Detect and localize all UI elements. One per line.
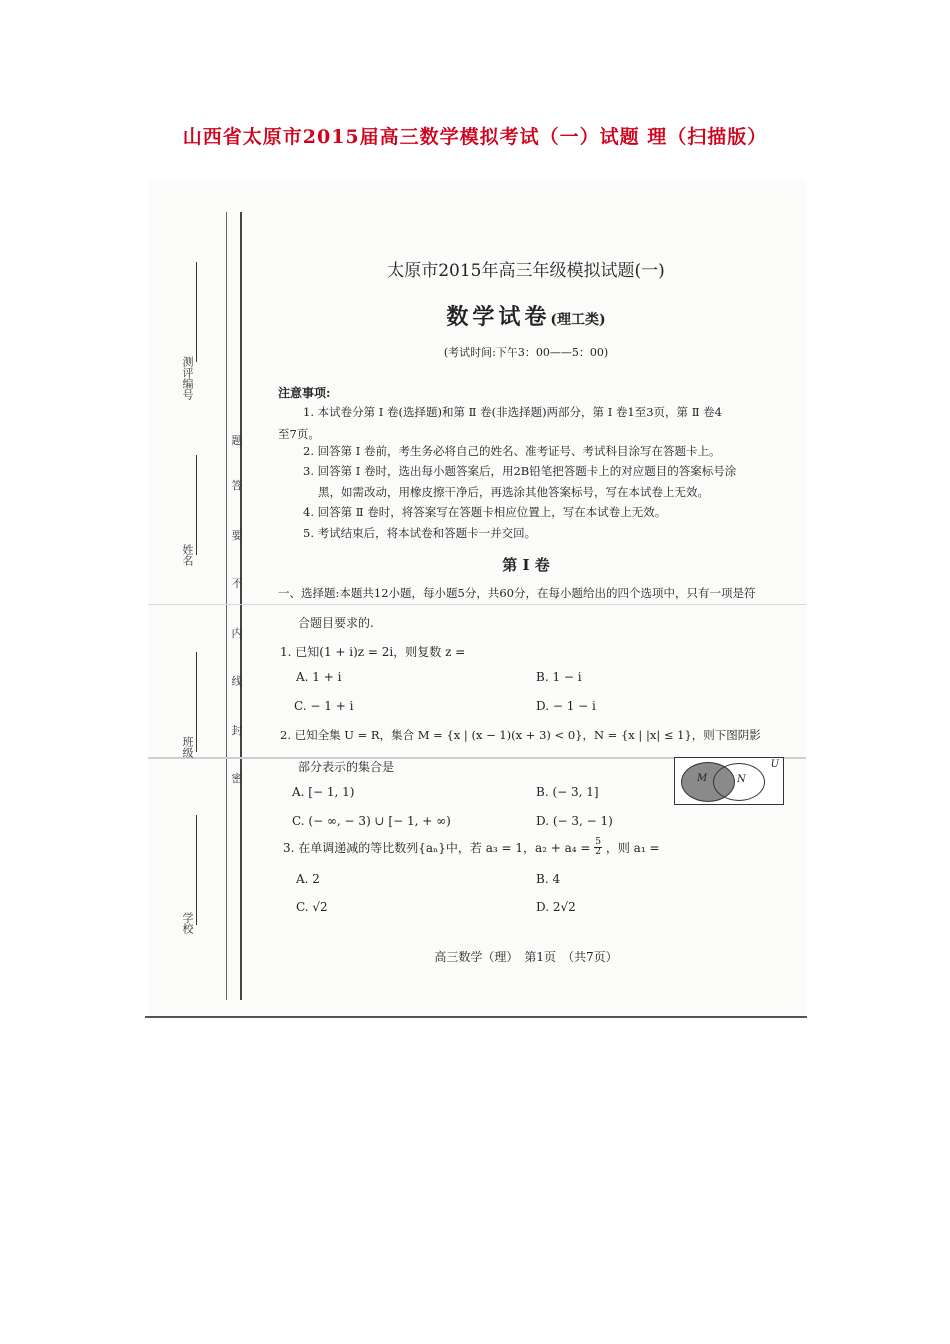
binding-blank (196, 455, 197, 555)
option: A. 2 (296, 872, 320, 886)
option: B. 1 − i (536, 670, 582, 684)
exam-subject (250, 300, 802, 331)
fraction-denominator: 2 (595, 847, 602, 857)
scan-bottom-edge (145, 1016, 807, 1018)
note-item: 4. 回答第 Ⅱ 卷时，将答案写在答题卡相应位置上，写在本试卷上无效。 (303, 505, 667, 519)
note-item: 5. 考试结束后，将本试卷和答题卡一并交回。 (303, 526, 537, 540)
section-title: 第 Ⅰ 卷 (502, 556, 550, 574)
option: C. √2 (296, 900, 328, 914)
stem-part: 3. 在单调递减的等比数列{aₙ}中，若 a₃ = 1，a₂ + a₄ = (283, 841, 591, 855)
option: B. 4 (536, 872, 561, 886)
seal-char: 不 (231, 577, 243, 590)
seal-char: 线 (231, 675, 243, 688)
binding-line-right (240, 212, 242, 1000)
binding-line-left (226, 212, 227, 1000)
page-title: 山西省太原市2015届高三数学模拟考试（一）试题 理（扫描版） (182, 126, 768, 148)
note-item: 黑，如需改动，用橡皮擦干净后，再选涂其他答案标号，写在本试卷上无效。 (318, 485, 709, 499)
venn-universe-label: U (770, 759, 779, 770)
seal-char: 题 (231, 434, 243, 447)
exam-time: (考试时间:下午3：00——5：00) (443, 346, 609, 359)
option: B. (− 3, 1] (536, 785, 599, 799)
venn-label-m: M (697, 773, 708, 784)
seal-char: 要 (231, 529, 243, 542)
note-item: 2. 回答第 Ⅰ 卷前，考生务必将自己的姓名、准考证号、考试科目涂写在答题卡上。 (303, 444, 721, 458)
binding-blank (196, 652, 197, 752)
seal-char: 密 (231, 772, 243, 785)
option: D. − 1 − i (536, 699, 596, 713)
binding-label-id: 测评编号 (181, 356, 194, 400)
section-instruction: 一、选择题:本题共12小题，每小题5分，共60分，在每小题给出的四个选项中，只有一项是符 (278, 586, 756, 600)
fold-line (148, 604, 806, 605)
fraction (594, 838, 602, 857)
option: D. 2√2 (536, 900, 576, 914)
seal-char: 答 (231, 479, 243, 492)
binding-label-school: 学校 (181, 912, 194, 934)
question-stem: 2. 已知全集 U = R，集合 M = {x | (x − 1)(x + 3) < 0}，N = {x | |x| ≤ 1}，则下图阴影 (280, 728, 761, 742)
question-stem: 部分表示的集合是 (298, 760, 395, 774)
option: C. − 1 + i (294, 699, 354, 713)
question-stem (283, 838, 660, 857)
subject-name: 数学试卷 (446, 304, 551, 330)
binding-blank (196, 815, 197, 925)
question-stem: 1. 已知(1 + i)z = 2i，则复数 z = (280, 645, 466, 659)
notes-heading: 注意事项: (278, 386, 331, 400)
option: A. [− 1, 1) (292, 785, 355, 799)
binding-blank (196, 262, 197, 362)
note-item: 3. 回答第 Ⅰ 卷时，选出每小题答案后，用2B铅笔把答题卡上的对应题目的答案标号涂 (303, 464, 737, 478)
binding-label-name: 姓名 (181, 544, 194, 566)
option: C. (− ∞, − 3) ∪ [− 1, + ∞) (292, 814, 451, 828)
option: A. 1 + i (296, 670, 342, 684)
note-item: 1. 本试卷分第 Ⅰ 卷(选择题)和第 Ⅱ 卷(非选择题)两部分，第 Ⅰ 卷1至3页，第 Ⅱ 卷4 (303, 405, 722, 419)
binding-label-class: 班级 (181, 736, 194, 758)
venn-label-n: N (737, 774, 746, 785)
section-instruction: 合题目要求的. (298, 616, 374, 630)
page-footer: 高三数学（理） 第1页 （共7页） (434, 950, 618, 964)
stem-part: ，则 a₁ = (605, 841, 660, 855)
exam-title: 太原市2015年高三年级模拟试题(一) (387, 261, 665, 281)
seal-char: 封 (231, 724, 243, 737)
seal-char: 内 (231, 627, 243, 640)
option: D. (− 3, − 1) (536, 814, 613, 828)
subject-type: (理工类) (550, 312, 606, 328)
venn-diagram (674, 757, 784, 805)
fraction-numerator: 5 (595, 837, 602, 847)
note-item: 至7页。 (278, 427, 320, 441)
